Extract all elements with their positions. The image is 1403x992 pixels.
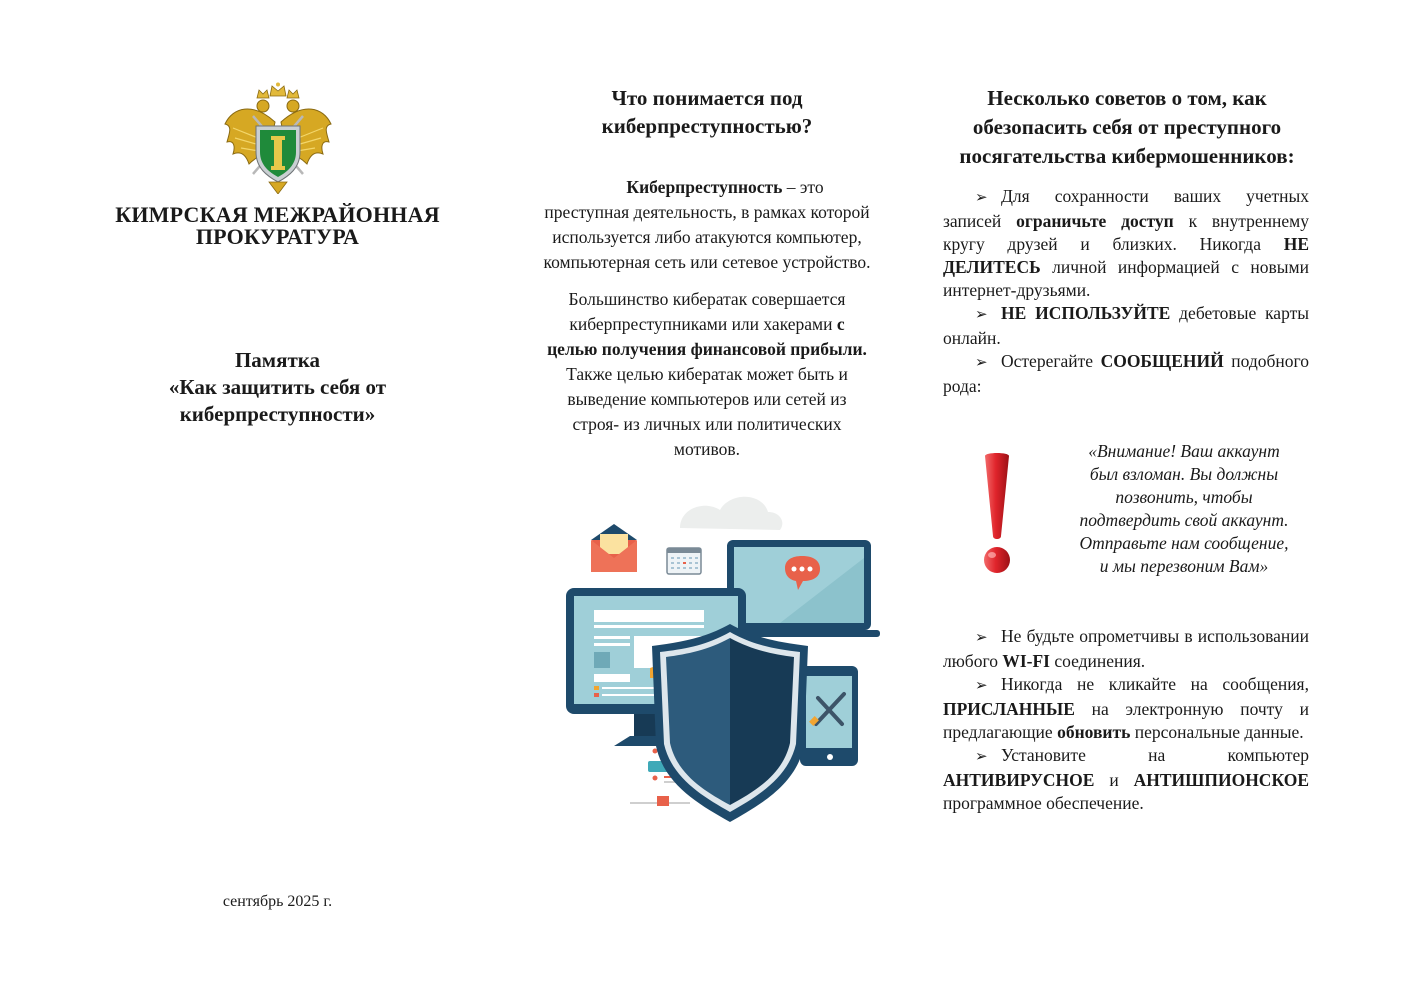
- attacks-line-2-bold: с: [836, 314, 845, 334]
- memo-title-line-2: киберпреступности»: [179, 402, 376, 426]
- tip-bold: НЕ ИСПОЛЬЗУЙТЕ: [1001, 303, 1171, 323]
- scam-message-example: [943, 440, 1309, 590]
- attacks-line-4: Также целью кибератак может быть и: [566, 364, 848, 384]
- attacks-line-2-text: киберпреступниками или хакерами: [569, 314, 837, 334]
- tip-no-debit-cards: [943, 302, 1309, 350]
- tip-bold: ограничьте доступ: [1016, 211, 1174, 231]
- tip-bold: НЕ ДЕЛИТЕСЬ: [943, 234, 1309, 277]
- tip-text: соединения.: [1049, 651, 1146, 671]
- tip-wifi: [943, 625, 1309, 673]
- definition-line-3: используется либо атакуются компьютер,: [552, 227, 862, 247]
- tip-text: на электронную почту и предлагающие: [943, 699, 1309, 742]
- publication-date: сентябрь 2025 г.: [222, 893, 333, 910]
- organization-name: [90, 204, 465, 248]
- tip-text: и: [1094, 770, 1134, 790]
- scam-quote: [1059, 440, 1309, 578]
- tip-text: Никогда не кликайте на сообщения,: [1001, 674, 1309, 694]
- attacks-line-6: строя- из личных или политических: [572, 414, 842, 434]
- organization-line-1: КИМРСКАЯ МЕЖРАЙОННАЯ: [115, 202, 440, 227]
- tip-text: Для сохранности ваших учетных записей: [943, 186, 1309, 231]
- attacks-line-2: [512, 312, 902, 337]
- section-title-tips: [937, 84, 1317, 171]
- prosecutor-emblem-icon: [223, 82, 333, 194]
- tip-text: программное обеспечение.: [943, 793, 1144, 813]
- attacks-paragraph: [512, 287, 902, 462]
- bullet-arrow-icon: ➢: [975, 355, 988, 371]
- tip-bold: обновить: [1057, 722, 1131, 742]
- quote-line-2: был взломан. Вы должны: [1089, 464, 1279, 484]
- tips-title-line-1: Несколько советов о том, как: [987, 86, 1267, 110]
- attacks-line-1: Большинство кибератак совершается: [568, 289, 846, 309]
- tips-list-1: [943, 185, 1309, 398]
- quote-line-1: «Внимание! Ваш аккаунт: [1088, 441, 1280, 461]
- tip-text: личной информацией с новыми интернет-друзьями.: [943, 257, 1309, 300]
- definition-term: Киберпреступность: [626, 177, 783, 197]
- definition-dash: – это: [782, 177, 824, 197]
- tip-bold: СООБЩЕНИЙ: [1100, 351, 1224, 371]
- title-line-1: Что понимается под: [611, 86, 803, 110]
- tips-title-line-3: посягательства кибермошенников:: [959, 144, 1295, 168]
- bullet-arrow-icon: ➢: [975, 749, 988, 765]
- cloud-icon: [680, 497, 782, 530]
- definition-line-2: преступная деятельность, в рамках которой: [544, 202, 870, 222]
- tip-restrict-access: [943, 185, 1309, 302]
- tip-phishing-emails: [943, 673, 1309, 744]
- bullet-arrow-icon: ➢: [975, 307, 988, 323]
- attacks-line-5: выведение компьютеров или сетей из: [567, 389, 847, 409]
- envelope-icon: [591, 524, 637, 572]
- tip-text: к внутреннему кругу друзей и близких. Никогда: [943, 211, 1309, 254]
- quote-line-4: подтвердить свой аккаунт.: [1079, 510, 1289, 530]
- memo-title: [90, 347, 465, 428]
- tip-text: дебетовые карты онлайн.: [943, 303, 1310, 348]
- memo-label: Памятка: [234, 348, 321, 372]
- memo-title-line-1: «Как защитить себя от: [168, 375, 387, 399]
- tip-text: Установите на компьютер: [1001, 745, 1309, 765]
- tablet-icon: [800, 666, 858, 766]
- shield-icon: [652, 624, 808, 822]
- section-title-definition: [512, 84, 902, 140]
- bullet-arrow-icon: ➢: [975, 678, 988, 694]
- tips-list-2: [943, 625, 1309, 815]
- bullet-arrow-icon: ➢: [975, 630, 988, 646]
- tip-antivirus: [943, 744, 1309, 815]
- definition-paragraph: [512, 175, 902, 275]
- tip-text: Остерегайте: [1001, 351, 1101, 371]
- attacks-line-3-bold: целью получения финансовой прибыли.: [547, 339, 867, 359]
- tip-text: Не будьте опрометчивы в использовании любого: [943, 626, 1309, 671]
- tip-bold: ПРИСЛАННЫЕ: [943, 699, 1075, 719]
- tips-title-line-2: обезопасить себя от преступного: [972, 115, 1282, 139]
- bullet-arrow-icon: ➢: [975, 190, 988, 206]
- exclamation-icon: [979, 452, 1015, 576]
- quote-line-3: позвонить, чтобы: [1115, 487, 1253, 507]
- cybersecurity-illustration: [530, 478, 890, 828]
- definition-line-4: компьютерная сеть или сетевое устройство.: [543, 252, 871, 272]
- calendar-icon: [667, 548, 701, 574]
- organization-line-2: ПРОКУРАТУРА: [195, 224, 360, 249]
- tip-bold: WI-FI: [1002, 651, 1050, 671]
- tip-bold: АНТИШПИОНСКОЕ: [1133, 770, 1309, 790]
- title-line-2: киберпреступностью?: [601, 114, 813, 138]
- quote-line-5: Отправьте нам сообщение,: [1079, 533, 1289, 553]
- tip-beware-messages: [943, 350, 1309, 398]
- tip-bold: АНТИВИРУСНОЕ: [943, 770, 1095, 790]
- tip-text: персональные данные.: [1130, 722, 1304, 742]
- tip-text: подобного рода:: [943, 351, 1309, 396]
- quote-line-6: и мы перезвоним Вам»: [1099, 556, 1269, 576]
- attacks-line-7: мотивов.: [673, 439, 741, 459]
- definition-line-1: [512, 175, 902, 200]
